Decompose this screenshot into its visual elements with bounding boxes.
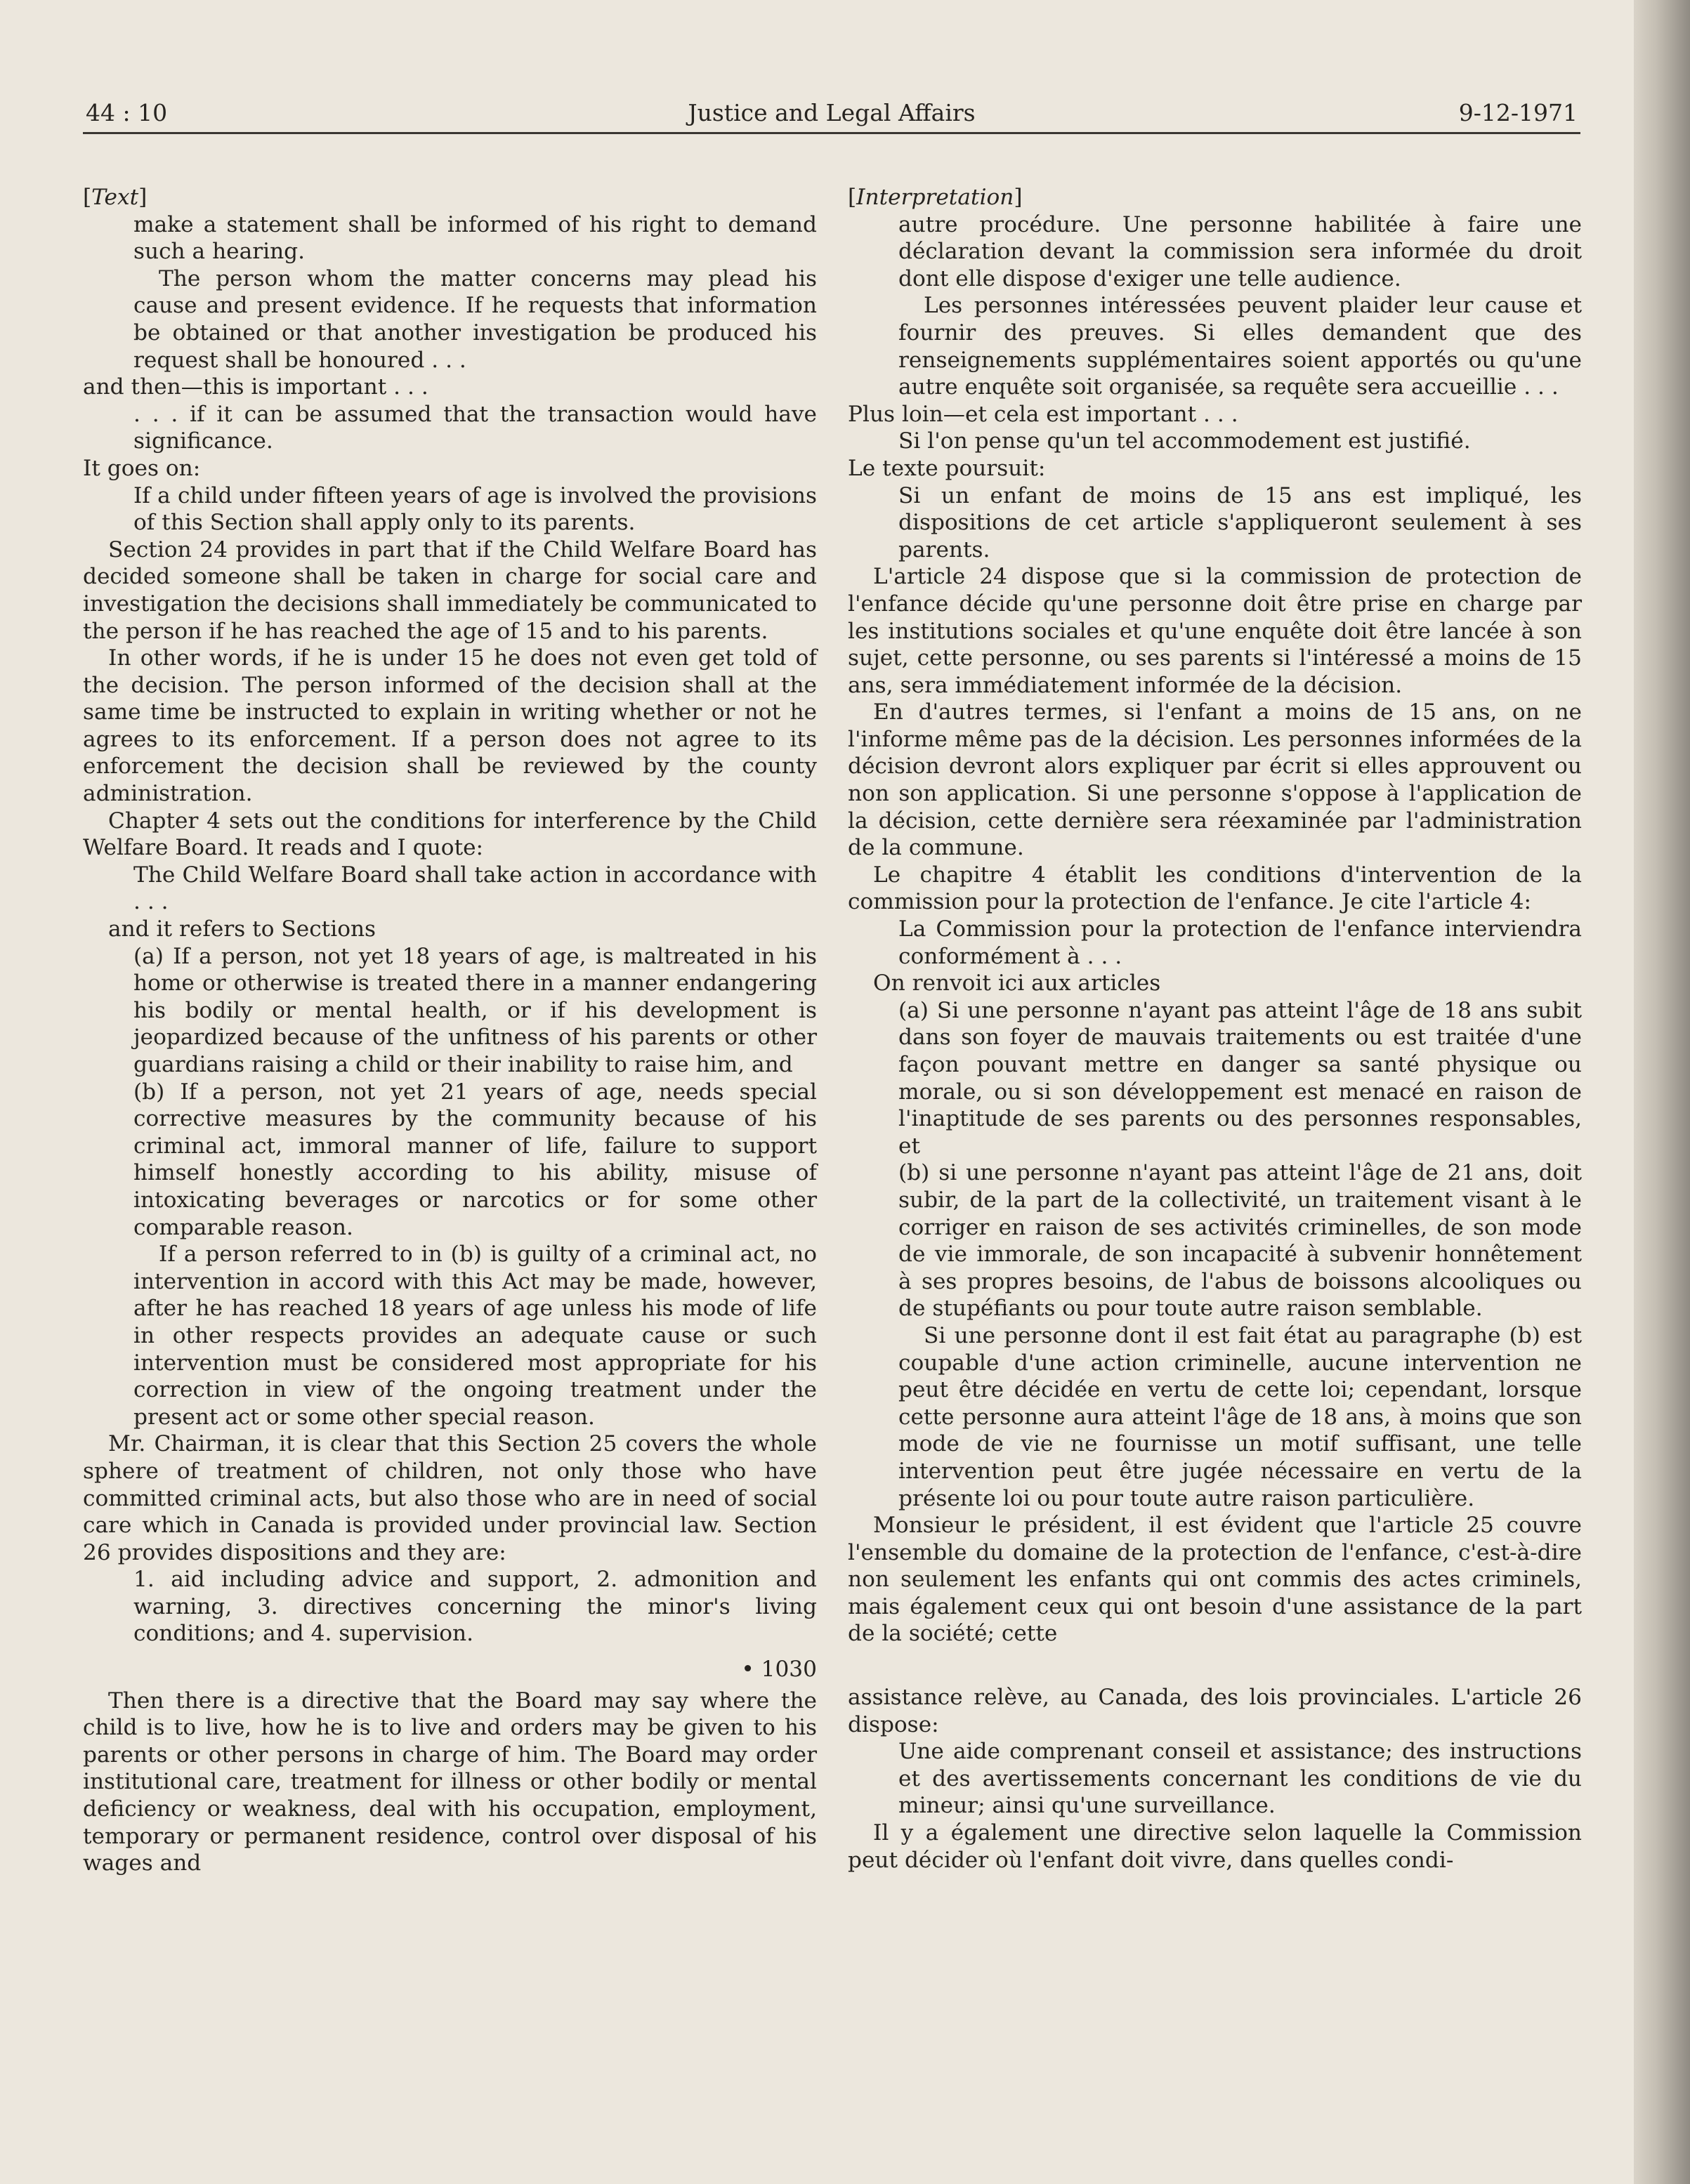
session-date: 9-12-1971 (1458, 99, 1578, 126)
paragraph: L'article 24 dispose que si la commission de protection de l'enfance décide qu'une personne doit être prise en charge par les institutions sociales et qu'une enquête doit être lancée à son sujet, cette personne, ou ses parents si l'intéressé a moins de 15 ans, sera immédiatement informée de la décision. (848, 564, 1582, 698)
paragraph: Plus loin—et cela est important . . . (848, 401, 1238, 427)
paragraph: and then—this is important . . . (83, 374, 428, 400)
running-title: Justice and Legal Affairs (688, 99, 976, 126)
page-number: 44 : 10 (86, 99, 168, 126)
page-header (83, 97, 1580, 134)
paragraph: Le chapitre 4 établit les conditions d'intervention de la commission pour la protection de l'enfance. Je cite l'article 4: (848, 862, 1582, 915)
paragraph: La Commission pour la protection de l'enfance interviendra conformément à . . . (898, 916, 1582, 969)
paragraph: 1. aid including advice and support, 2. admonition and warning, 3. directives concerning the minor's living conditions; and 4. supervision. (133, 1567, 817, 1647)
paragraph: Monsieur le président, il est évident que l'article 25 couvre l'ensemble du domaine de la protection de l'enfance, c'est-à-dire non seulement les enfants qui ont commis des actes criminels, mais également ceux qui ont besoin d'une assistance de la part de la société; cette (848, 1513, 1582, 1647)
paragraph: Une aide comprenant conseil et assistance; des instructions et des avertissements concernant les conditions de vie du mineur; ainsi qu'une surveillance. (898, 1739, 1582, 1819)
paragraph: (b) si une personne n'ayant pas atteint l'âge de 21 ans, doit subir, de la part de la collectivité, un traitement visant à le corriger en raison de ses activités criminelles, de son mode de vie immorale, de son incapacité à subvenir honnêtement à ses propres besoins, de l'abus de boissons alcooliques ou de stupéfiants ou pour toute autre raison semblable. (898, 1160, 1582, 1322)
paragraph: The Child Welfare Board shall take action in accordance with . . . (133, 862, 817, 915)
paragraph: Chapter 4 sets out the conditions for interference by the Child Welfare Board. It reads and I quote: (83, 808, 817, 861)
paragraph: In other words, if he is under 15 he does not even get told of the decision. The person informed of the decision shall at the same time be instructed to explain in writing whether or not he agrees to its enforcement. If a person does not agree to its enforcement the decision shall be reviewed by the county administration. (83, 645, 817, 807)
column-label: [Interpretation] (848, 185, 1023, 210)
paragraph: Si un enfant de moins de 15 ans est impliqué, les dispositions de cet article s'appliqueront seulement à ses parents. (898, 482, 1582, 563)
french-interpretation-column (848, 184, 1582, 1874)
paragraph: (a) If a person, not yet 18 years of age, is maltreated in his home or otherwise is treated there in a manner endangering his bodily or mental health, or if his development is jeopardized because of the unfitness of his parents or other guardians raising a child or their inability to raise him, and (133, 943, 817, 1077)
paragraph: Section 24 provides in part that if the Child Welfare Board has decided someone shall be taken in charge for social care and investigation the decisions shall immediately be communicated to the person if he has reached the age of 15 and to his parents. (83, 537, 817, 644)
paragraph: Le texte poursuit: (848, 455, 1046, 481)
paragraph: It goes on: (83, 455, 201, 481)
english-text-column (83, 184, 817, 1877)
paragraph: If a person referred to in (b) is guilty of a criminal act, no intervention in accord with this Act may be made, however, after he has reached 18 years of age unless his mode of life in other respects provides an adequate cause or such intervention must be considered most appropriate for his correction in view of the ongoing treatment under the present act or some other special reason. (133, 1242, 817, 1430)
paragraph: Les personnes intéressées peuvent plaider leur cause et fournir des preuves. Si elles demandent que des renseignements supplémentaires soient apportés ou qu'une autre enquête soit organisée, sa requête sera accueillie . . . (898, 293, 1582, 400)
paragraph: autre procédure. Une personne habilitée à faire une déclaration devant la commission sera informée du droit dont elle dispose d'exiger une telle audience. (898, 211, 1582, 291)
paragraph: Si l'on pense qu'un tel accommodement est justifié. (898, 428, 1471, 454)
time-marker: • 1030 (741, 1657, 817, 1683)
paragraph: (a) Si une personne n'ayant pas atteint l'âge de 18 ans subit dans son foyer de mauvais traitements ou est traitée d'une façon pouvant mettre en danger sa santé physique ou morale, ou si son développement est menacé en raison de l'inaptitude de ses parents ou des personnes responsables, et (898, 997, 1582, 1159)
paragraph: (b) If a person, not yet 21 years of age, needs special corrective measures by the community because of his criminal act, immoral manner of life, failure to support himself honestly according to his ability, misuse of intoxicating beverages or narcotics or for some other comparable reason. (133, 1079, 817, 1240)
paragraph: Mr. Chairman, it is clear that this Section 25 covers the whole sphere of treatment of children, not only those who have committed criminal acts, but also those who are in need of social care which in Canada is provided under provincial law. Section 26 provides dispositions and they are: (83, 1431, 817, 1565)
paragraph: If a child under fifteen years of age is involved the provisions of this Section shall apply only to its parents. (133, 482, 817, 536)
paragraph: Il y a également une directive selon laquelle la Commission peut décider où l'enfant doit vivre, dans quelles condi- (848, 1820, 1582, 1873)
paragraph: make a statement shall be informed of his right to demand such a hearing. (133, 211, 817, 265)
paragraph: assistance relève, au Canada, des lois provinciales. L'article 26 dispose: (848, 1685, 1582, 1737)
paragraph: Si une personne dont il est fait état au paragraphe (b) est coupable d'une action criminelle, aucune intervention ne peut être décidée en vertu de cette loi; cependant, lorsque cette personne aura atteint l'âge de 18 ans, à moins que son mode de vie ne fournisse un motif suffisant, une telle intervention peut être jugée nécessaire en vertu de la présente loi ou pour toute autre raison particulière. (898, 1322, 1582, 1511)
paragraph: Then there is a directive that the Board may say where the child is to live, how he is to live and orders may be given to his parents or other persons in charge of him. The Board may order institutional care, treatment for illness or other bodily or mental deficiency or weakness, deal with his occupation, employment, temporary or permanent residence, control over disposal of his wages and (83, 1688, 817, 1876)
paragraph: The person whom the matter concerns may plead his cause and present evidence. If he requests that information be obtained or that another investigation be produced his request shall be honoured . . . (133, 265, 817, 373)
paragraph: On renvoit ici aux articles (873, 971, 1161, 996)
paragraph: . . . if it can be assumed that the transaction would have significance. (133, 401, 817, 454)
column-gap (848, 1647, 1582, 1684)
paragraph: En d'autres termes, si l'enfant a moins de 15 ans, on ne l'informe même pas de la décision. Les personnes informées de la décision devront alors expliquer par écrit si elles approuvent ou non son application. Si une personne s'oppose à l'application de la décision, cette dernière sera réexaminée par l'administration de la commune. (848, 699, 1582, 861)
column-label: [Text] (83, 185, 148, 210)
paragraph: and it refers to Sections (108, 916, 376, 942)
page-edge-shadow (1634, 0, 1690, 2184)
